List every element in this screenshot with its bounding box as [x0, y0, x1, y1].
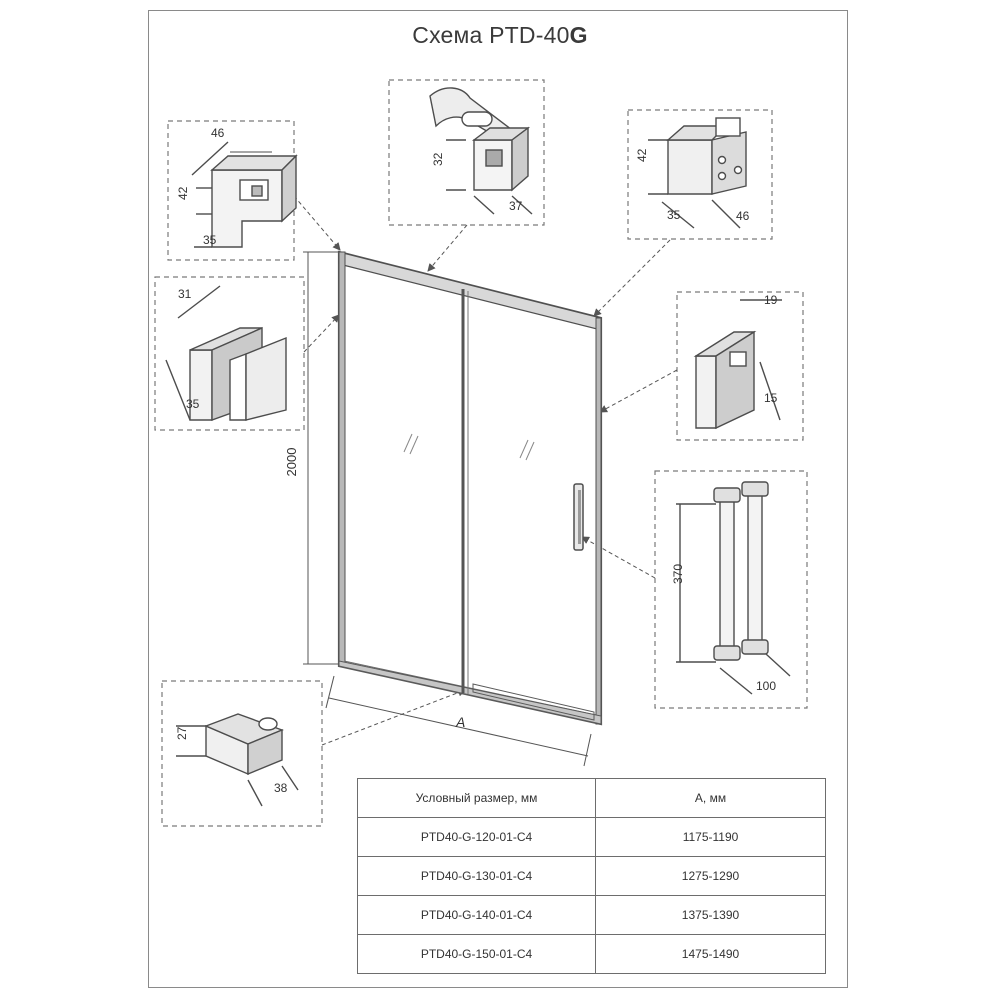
right-wall-profile: [596, 318, 601, 724]
glass-mark-left: [404, 434, 418, 454]
dim-top-rail-width: 37: [509, 199, 523, 213]
cell-range: 1275-1290: [596, 857, 826, 896]
detail-top-right-bracket: [648, 118, 746, 228]
detail-top-rail: [430, 88, 532, 214]
cell-range: 1175-1190: [596, 818, 826, 857]
dim-top-right-height: 42: [635, 148, 649, 162]
detail-wall-profile-right: [696, 300, 782, 428]
door-inner-frame: [344, 264, 596, 715]
dim-top-left-height: 42: [176, 186, 190, 200]
table-header-row: [358, 779, 826, 818]
height-label: 2000: [284, 447, 299, 477]
door-drawing: [339, 252, 601, 724]
callout-top-left: [294, 196, 340, 250]
width-label: A: [456, 714, 466, 730]
callout-floor-guide: [322, 690, 465, 745]
cell-range: 1475-1490: [596, 935, 826, 974]
table-row: [358, 857, 826, 896]
size-table: [357, 778, 826, 974]
left-wall-profile: [339, 252, 345, 666]
dim-floor-guide-height: 27: [175, 726, 189, 740]
col-header-a: А, мм: [596, 779, 826, 818]
dim-handle-height: 370: [671, 563, 685, 584]
height-dimension: [284, 252, 339, 664]
dim-top-rail-height: 32: [431, 152, 445, 166]
cell-model: PTD40-G-140-01-C4: [358, 896, 596, 935]
dim-top-left-depth: 35: [203, 233, 217, 247]
cell-model: PTD40-G-150-01-C4: [358, 935, 596, 974]
detail-top-left-bracket: [192, 142, 296, 247]
callout-top-rail: [428, 225, 467, 271]
cell-model: PTD40-G-130-01-C4: [358, 857, 596, 896]
glass-mark-right: [520, 440, 534, 460]
dim-top-right-width: 46: [736, 209, 750, 223]
table-row: [358, 935, 826, 974]
page-title: Схема PTD-40G: [412, 22, 588, 48]
bottom-rail: [339, 661, 601, 724]
detail-wall-profile-left: [166, 286, 286, 420]
detail-handle: [676, 482, 790, 694]
col-header-size: Условный размер, мм: [358, 779, 596, 818]
table-row: [358, 818, 826, 857]
table-row: [358, 896, 826, 935]
callout-top-right: [594, 240, 670, 316]
callout-handle: [582, 537, 655, 578]
cell-model: PTD40-G-120-01-C4: [358, 818, 596, 857]
dim-top-left-width: 46: [211, 126, 225, 140]
dim-top-right-depth: 35: [667, 208, 681, 222]
top-rail: [339, 252, 601, 330]
dim-wall-right-depth: 15: [764, 391, 778, 405]
callout-wall-left: [304, 315, 339, 352]
callout-wall-right: [600, 370, 677, 412]
dim-wall-left-depth: 35: [186, 397, 200, 411]
dim-handle-width: 100: [756, 679, 777, 693]
door-outer-frame: [339, 252, 601, 724]
dim-wall-left-width: 31: [178, 287, 192, 301]
cell-range: 1375-1390: [596, 896, 826, 935]
dim-wall-right-width: 19: [764, 293, 778, 307]
door-handle-bar: [578, 490, 581, 544]
dim-floor-guide-width: 38: [274, 781, 288, 795]
